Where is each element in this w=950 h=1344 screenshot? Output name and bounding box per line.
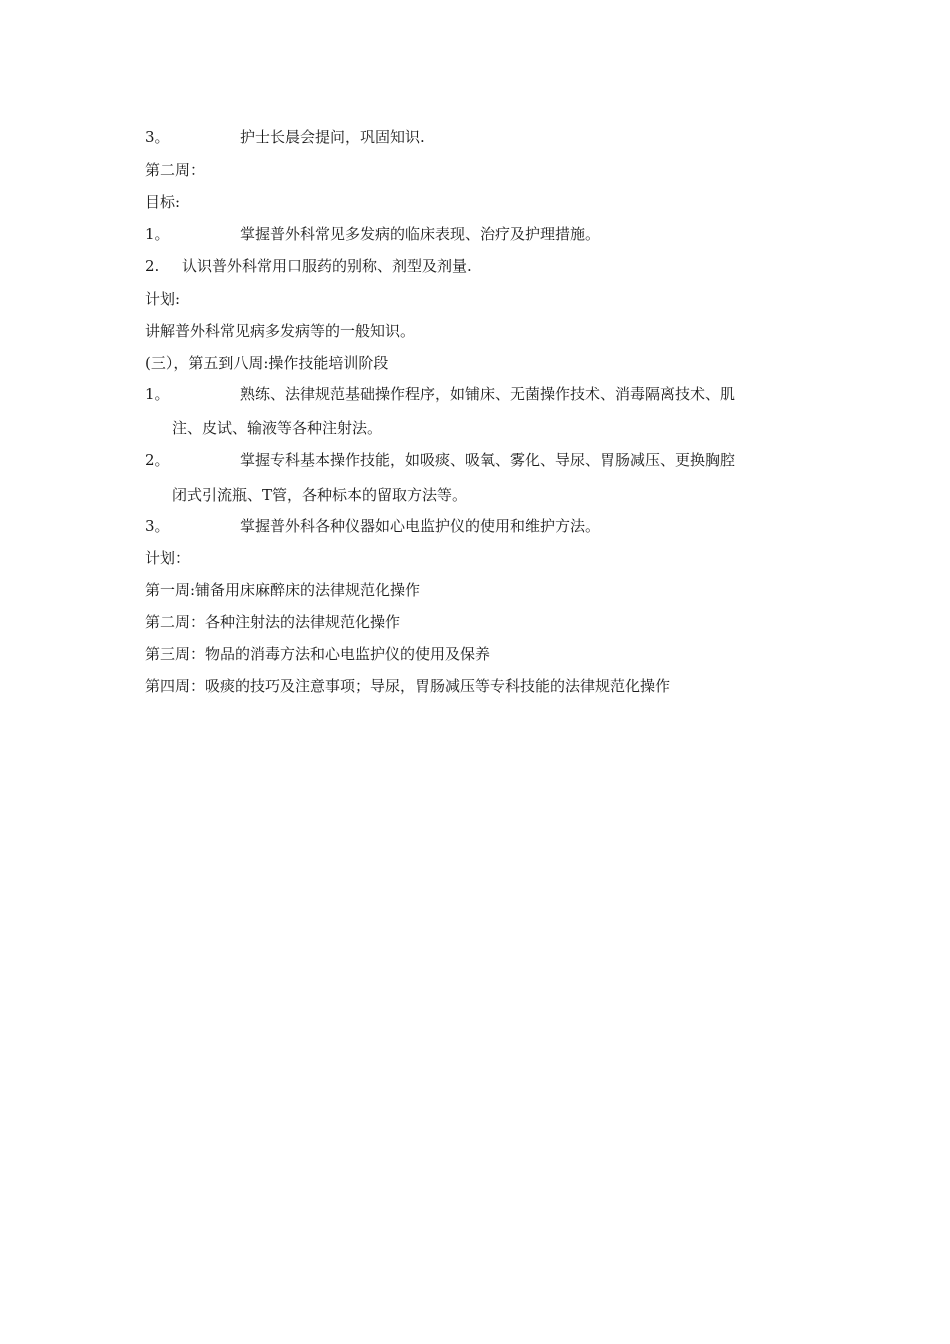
list-item [145, 450, 735, 470]
schedule-item: 第三周：物品的消毒方法和心电监护仪的使用及保养 [145, 645, 491, 663]
list-item [145, 224, 600, 244]
item-text: 认识普外科常用口服药的别称、剂型及剂量. [182, 257, 472, 275]
schedule-item: 第一周:铺备用床麻醉床的法律规范化操作 [145, 581, 421, 599]
paragraph: 讲解普外科常见病多发病等的一般知识。 [145, 322, 416, 340]
list-item [145, 384, 735, 404]
list-item [145, 127, 425, 147]
item-text: 熟练、法律规范基础操作程序，如铺床、无菌操作技术、消毒隔离技术、肌 [240, 385, 736, 403]
plan-label: 计划: [145, 290, 181, 308]
item-number: 2。 [145, 451, 170, 469]
item-number: 3。 [145, 517, 170, 535]
item-text-continuation: 注、皮试、输液等各种注射法。 [172, 419, 383, 437]
item-text: 护士长晨会提问，巩固知识. [240, 128, 425, 146]
section-heading: (三），第五到八周:操作技能培训阶段 [145, 354, 389, 372]
item-text: 掌握专科基本操作技能，如吸痰、吸氧、雾化、导尿、胃肠减压、更换胸腔 [240, 451, 736, 469]
list-item [145, 516, 600, 536]
list-item [145, 256, 472, 276]
item-number: 1。 [145, 225, 170, 243]
item-number: 2. [145, 257, 160, 275]
item-number: 3。 [145, 128, 170, 146]
item-number: 1。 [145, 385, 170, 403]
goal-label: 目标: [145, 193, 181, 211]
item-text: 掌握普外科常见多发病的临床表现、治疗及护理措施。 [240, 225, 601, 243]
plan-label: 计划： [145, 549, 191, 567]
schedule-item: 第四周：吸痰的技巧及注意事项；导尿，胃肠减压等专科技能的法律规范化操作 [145, 677, 671, 695]
schedule-item: 第二周：各种注射法的法律规范化操作 [145, 613, 401, 631]
item-text-continuation: 闭式引流瓶、T管，各种标本的留取方法等。 [172, 486, 468, 504]
section-heading: 第二周： [145, 161, 206, 179]
item-text: 掌握普外科各种仪器如心电监护仪的使用和维护方法。 [240, 517, 601, 535]
